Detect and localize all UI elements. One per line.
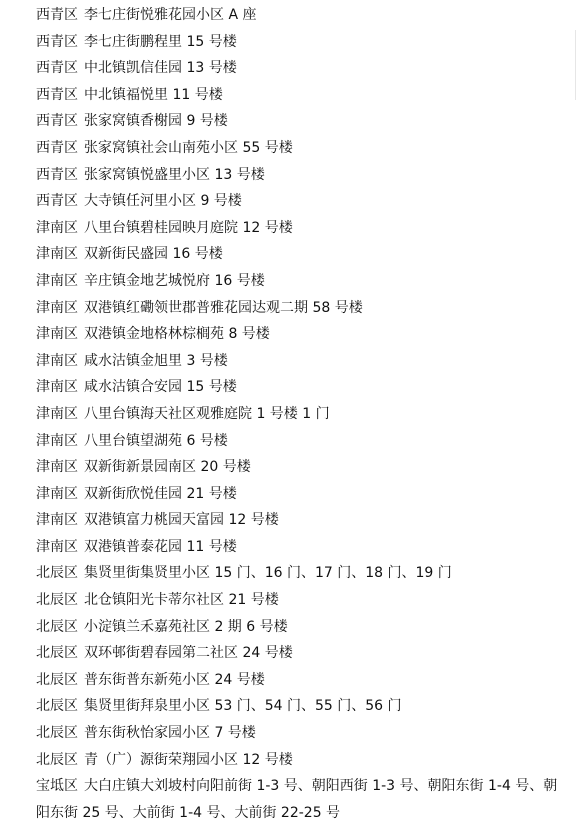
list-item — [36, 773, 564, 826]
list-item — [36, 268, 566, 295]
district-label: 津南区 — [36, 272, 78, 289]
list-item — [36, 321, 566, 348]
list-item — [36, 560, 566, 587]
district-label: 津南区 — [36, 219, 78, 236]
address-text: 小淀镇兰禾嘉苑社区 2 期 6 号楼 — [84, 618, 288, 635]
address-text: 大白庄镇大刘坡村向阳前街 1-3 号、朝阳西街 1-3 号、朝阳东街 1-4 号、朝阳东街 25 号、大前街 1-4 号、大前街 22-25 号 — [36, 778, 558, 821]
address-list — [36, 2, 566, 826]
address-text: 李七庄街悦雅花园小区 A 座 — [84, 7, 257, 23]
district-label: 津南区 — [36, 352, 78, 369]
district-label: 津南区 — [36, 246, 78, 263]
district-label: 西青区 — [36, 139, 78, 156]
district-label: 津南区 — [36, 379, 78, 396]
district-label: 北辰区 — [36, 751, 78, 768]
list-item — [36, 587, 566, 614]
list-item — [36, 348, 566, 375]
district-label: 津南区 — [36, 299, 78, 316]
address-text: 中北镇凯信佳园 13 号楼 — [84, 60, 237, 77]
list-item — [36, 108, 566, 135]
address-text: 集贤里街拜泉里小区 53 门、54 门、55 门、56 门 — [84, 698, 402, 715]
district-label: 西青区 — [36, 60, 78, 77]
district-label: 津南区 — [36, 432, 78, 449]
district-label: 西青区 — [36, 113, 78, 130]
address-text: 八里台镇碧桂园映月庭院 12 号楼 — [84, 219, 293, 236]
list-item — [36, 401, 566, 428]
address-text: 咸水沽镇合安园 15 号楼 — [84, 379, 237, 396]
list-item — [36, 428, 566, 455]
district-label: 津南区 — [36, 538, 78, 555]
address-text: 八里台镇海天社区观雅庭院 1 号楼 1 门 — [84, 405, 330, 422]
list-item — [36, 295, 566, 322]
district-label: 北辰区 — [36, 671, 78, 688]
district-label: 西青区 — [36, 193, 78, 210]
address-text: 张家窝镇社会山南苑小区 55 号楼 — [84, 139, 293, 156]
list-item — [36, 614, 566, 641]
address-text: 双港镇普泰花园 11 号楼 — [84, 538, 237, 555]
district-label: 西青区 — [36, 7, 78, 23]
list-item — [36, 507, 566, 534]
district-label: 北辰区 — [36, 645, 78, 662]
district-label: 宝坻区 — [36, 778, 78, 795]
address-text: 双新街民盛园 16 号楼 — [84, 246, 223, 263]
address-text: 双港镇金地格林棕榈苑 8 号楼 — [84, 326, 270, 343]
list-item — [36, 454, 566, 481]
district-label: 北辰区 — [36, 618, 78, 635]
address-text: 八里台镇望湖苑 6 号楼 — [84, 432, 228, 449]
district-label: 津南区 — [36, 512, 78, 529]
district-label: 津南区 — [36, 326, 78, 343]
list-item — [36, 481, 566, 508]
address-text: 普东街普东新苑小区 24 号楼 — [84, 671, 265, 688]
address-text: 李七庄街鹏程里 15 号楼 — [84, 33, 237, 50]
district-label: 北辰区 — [36, 565, 78, 582]
district-label: 津南区 — [36, 459, 78, 476]
address-text: 辛庄镇金地艺城悦府 16 号楼 — [84, 272, 265, 289]
list-item — [36, 693, 566, 720]
list-item — [36, 747, 566, 774]
address-text: 双新街新景园南区 20 号楼 — [84, 459, 251, 476]
address-text: 双环邨街碧春园第二社区 24 号楼 — [84, 645, 293, 662]
address-text: 集贤里街集贤里小区 15 门、16 门、17 门、18 门、19 门 — [84, 565, 452, 582]
district-label: 西青区 — [36, 166, 78, 183]
district-label: 北辰区 — [36, 698, 78, 715]
address-text: 咸水沽镇金旭里 3 号楼 — [84, 352, 228, 369]
list-item — [36, 374, 566, 401]
address-text: 双港镇富力桃园天富园 12 号楼 — [84, 512, 279, 529]
list-item — [36, 29, 566, 56]
list-item — [36, 534, 566, 561]
list-item — [36, 162, 566, 189]
address-text: 北仓镇阳光卡蒂尔社区 21 号楼 — [84, 592, 279, 609]
list-item — [36, 640, 566, 667]
district-label: 西青区 — [36, 33, 78, 50]
address-text: 中北镇福悦里 11 号楼 — [84, 86, 223, 103]
list-item — [36, 2, 566, 29]
list-item — [36, 720, 566, 747]
address-text: 双新街欣悦佳园 21 号楼 — [84, 485, 237, 502]
list-item — [36, 55, 566, 82]
address-text: 青（广）源街荣翔园小区 12 号楼 — [84, 751, 293, 768]
district-label: 津南区 — [36, 405, 78, 422]
address-text: 普东街秋怡家园小区 7 号楼 — [84, 725, 256, 742]
address-text: 大寺镇任河里小区 9 号楼 — [84, 193, 242, 210]
list-item — [36, 667, 566, 694]
list-item — [36, 241, 566, 268]
list-item — [36, 135, 566, 162]
address-text: 张家窝镇悦盛里小区 13 号楼 — [84, 166, 265, 183]
district-label: 津南区 — [36, 485, 78, 502]
address-text: 双港镇红磡领世郡普雅花园达观二期 58 号楼 — [84, 299, 363, 316]
district-label: 西青区 — [36, 86, 78, 103]
district-label: 北辰区 — [36, 725, 78, 742]
district-label: 北辰区 — [36, 592, 78, 609]
address-text: 张家窝镇香榭园 9 号楼 — [84, 113, 228, 130]
list-item — [36, 82, 566, 109]
list-item — [36, 215, 566, 242]
list-item — [36, 188, 566, 215]
